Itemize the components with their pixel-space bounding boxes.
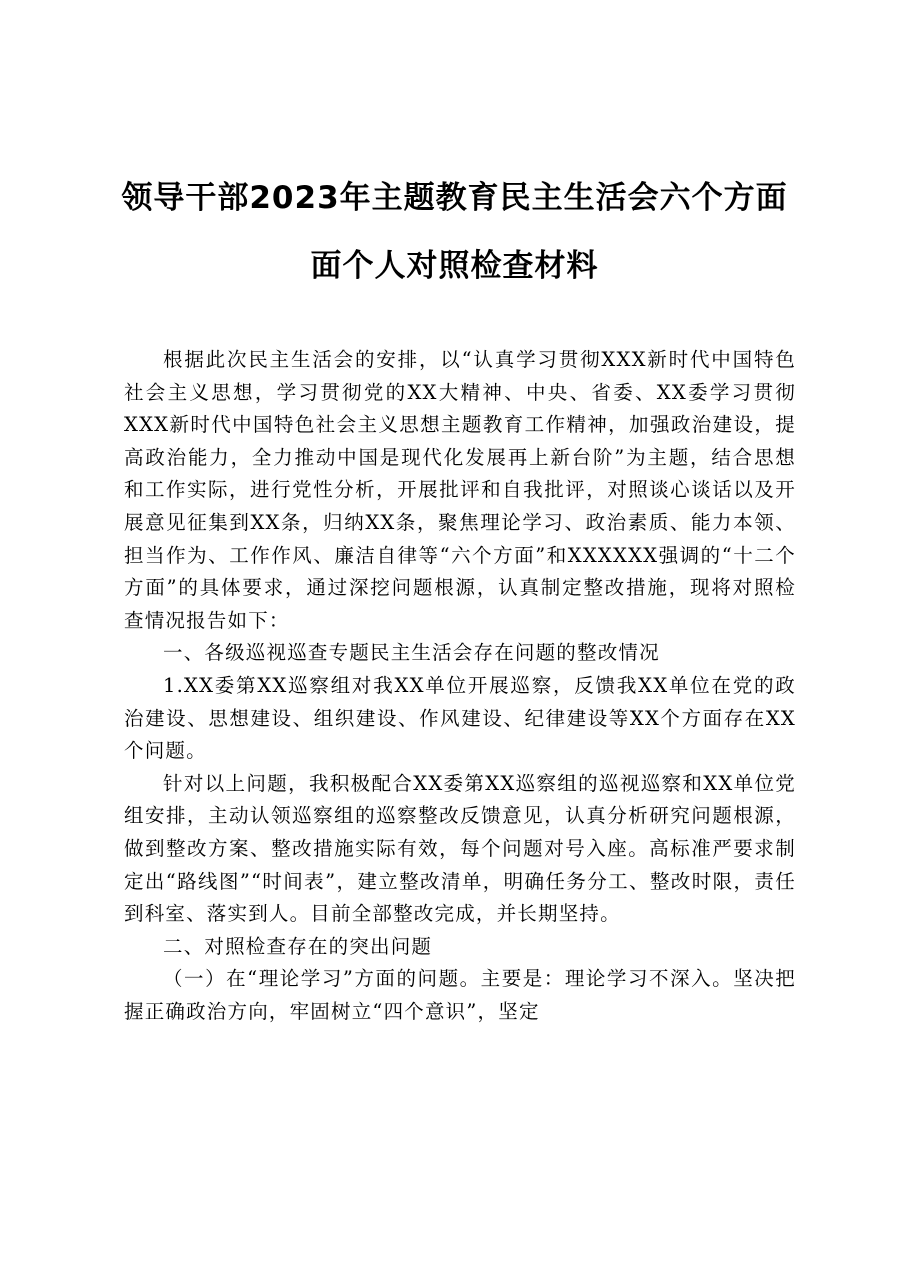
subsection-paragraph-1: （一）在“理论学习”方面的问题。主要是：理论学习不深入。坚决把握正确政治方向，牢固树立“四个意识”，坚定 bbox=[124, 967, 796, 1023]
section-heading-1: 一、各级巡视巡查专题民主生活会存在问题的整改情况 bbox=[163, 641, 660, 665]
item-paragraph-1: 1.XX委第XX巡察组对我XX单位开展巡察，反馈我XX单位在党的政治建设、思想建设、组织建设、作风建设、纪律建设等XX个方面存在XX个问题。 bbox=[124, 673, 796, 763]
section-heading-2: 二、对照检查存在的突出问题 bbox=[163, 934, 433, 958]
response-paragraph: 针对以上问题，我积极配合XX委第XX巡察组的巡视巡察和XX单位党组安排，主动认领巡察组的巡察整改反馈意见，认真分析研究问题根源，做到整改方案、整改措施实际有效，每个问题对号入座。高标准严要求制定出“路线图”“时间表”，建立整改清单，明确任务分工、整改时限，责任到科室、落实到人。目前全部整改完成，并长期坚持。 bbox=[124, 771, 796, 926]
document-title-line-1: 领导干部2023年主题教育民主生活会六个方面 bbox=[121, 180, 788, 216]
document-title-line-2: 面个人对照检查材料 bbox=[310, 248, 599, 284]
document-body bbox=[124, 344, 796, 1028]
intro-paragraph: 根据此次民主生活会的安排，以“认真学习贯彻XXX新时代中国特色社会主义思想，学习贯彻党的XX大精神、中央、省委、XX委学习贯彻XXX新时代中国特色社会主义思想主题教育工作精神，加强政治建设，提高政治能力，全力推动中国是现代化发展再上新台阶”为主题，结合思想和工作实际，进行党性分析，开展批评和自我批评，对照谈心谈话以及开展意见征集到XX条，归纳XX条，聚焦理论学习、政治素质、能力本领、担当作为、工作作风、廉洁自律等“六个方面”和XXXXXX强调的“十二个方面”的具体要求，通过深挖问题根源，认真制定整改措施，现将对照检查情况报告如下： bbox=[124, 348, 796, 632]
